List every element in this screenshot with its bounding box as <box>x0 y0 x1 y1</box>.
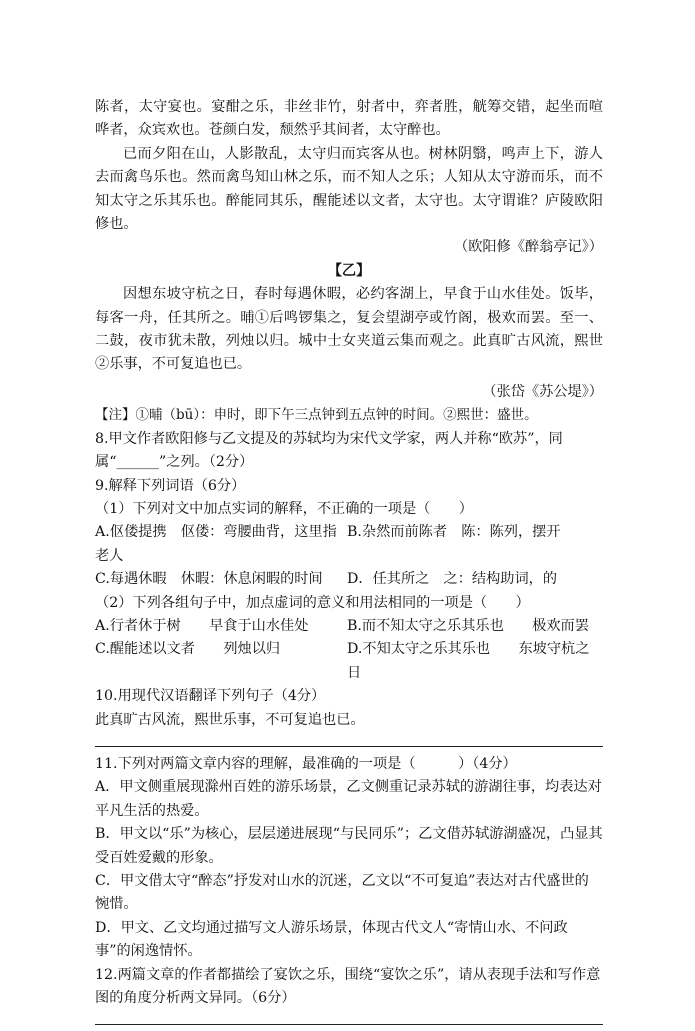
q9-1-option-a: A.伛偻提携 伛偻：弯腰曲背，这里指老人 <box>95 524 337 564</box>
passage-a-source: （欧阳修《醉翁亭记》） <box>454 239 603 256</box>
answer-line-q10[interactable] <box>95 732 603 747</box>
q9-2-options-row-1 <box>95 615 603 638</box>
q11-option-a: A．甲文侧重展现滁州百姓的游乐场景，乙文侧重记录苏轼的游湖往事，均表达对平凡生活的热爱。 <box>95 779 602 819</box>
q11-option-b: B．甲文以“乐”为核心，层层递进展现“与民同乐”；乙文借苏轼游湖盛况，凸显其受百姓爱戴的形象。 <box>95 826 603 866</box>
annotation-note: 【注】①晡（bū）：申时，即下午三点钟到五点钟的时间。②熙世：盛世。 <box>95 407 538 424</box>
q9-2-option-c: C.醒能述以文者 列烛以归 <box>95 641 281 658</box>
passage-a-para1: 陈者，太守宴也。宴酣之乐，非丝非竹，射者中，弈者胜，觥筹交错，起坐而喧哗者，众宾欢也。苍颜白发，颓然乎其间者，太守醉也。 <box>95 99 603 139</box>
question-10: 10.用现代汉语翻译下列句子（4分） <box>95 688 326 705</box>
passage-a-para2: 已而夕阳在山，人影散乱，太守归而宾客从也。树林阴翳，鸣声上下，游人去而禽鸟乐也。然而禽鸟知山林之乐，而不知人之乐；人知从太守游而乐，而不知太守之乐其乐也。醉能同其乐，醒能述以文者，太守也。太守谓谁？庐陵欧阳修也。 <box>95 145 603 233</box>
passage-b-heading: 【乙】 <box>327 262 371 279</box>
question-10-sentence: 此真旷古风流，熙世乐事，不可复追也已。 <box>95 711 365 728</box>
question-9-1: （1）下列对文中加点实词的解释，不正确的一项是（ ） <box>95 500 473 517</box>
answer-line-q12[interactable] <box>95 1010 603 1025</box>
question-8: 8.甲文作者欧阳修与乙文提及的苏轼均为宋代文学家，两人并称“欧苏”，同属“______”之列。（2分） <box>95 430 563 471</box>
passage-b-para: 因想东坡守杭之日，春时每遇休暇，必约客湖上，早食于山水佳处。饭毕，每客一舟，任其所之。晡①后鸣锣集之，复会望湖亭或竹阁，极欢而罢。至一、二鼓，夜市犹未散，列烛以归。城中士女夹道云集而观之。此真旷古风流，熙世②乐事，不可复追也已。 <box>95 286 603 373</box>
q11-option-c: C．甲文借太守“醉态”抒发对山水的沉迷，乙文以“不可复追”表达对古代盛世的惋惜。 <box>95 873 589 913</box>
question-11: 11.下列对两篇文章内容的理解，最准确的一项是（ ）（4分） <box>95 755 517 772</box>
q11-option-d: D．甲文、乙文均通过描写文人游乐场景，体现古代文人“寄情山水、不问政事”的闲逸情怀。 <box>95 919 568 960</box>
q9-2-options-row-2 <box>95 638 603 685</box>
q9-1-option-b: B.杂然而前陈者 陈：陈列，摆开 <box>347 524 561 541</box>
q9-2-option-a: A.行者休于树 早食于山水佳处 <box>95 617 309 634</box>
q9-2-option-b: B.而不知太守之乐其乐也 极欢而罢 <box>347 617 589 634</box>
q9-1-option-d: D．任其所之 之：结构助词，的 <box>347 571 558 588</box>
q9-1-options-row-1 <box>95 521 603 568</box>
exam-page <box>95 96 603 1031</box>
passage-b-source: （张岱《苏公堤》） <box>482 383 603 400</box>
q9-1-option-c: C.每遇休暇 休暇：休息闲暇的时间 <box>95 571 323 588</box>
question-9-2: （2）下列各组句子中，加点虚词的意义和用法相同的一项是（ ） <box>95 594 530 611</box>
question-12: 12.两篇文章的作者都描绘了宴饮之乐，围绕“宴饮之乐”，请从表现手法和写作意图的角度分析两文异同。（6分） <box>95 966 601 1007</box>
question-9: 9.解释下列词语（6分） <box>95 477 246 494</box>
q9-2-option-d: D.不知太守之乐其乐也 东坡守杭之日 <box>347 641 590 681</box>
q9-1-options-row-2 <box>95 568 603 591</box>
